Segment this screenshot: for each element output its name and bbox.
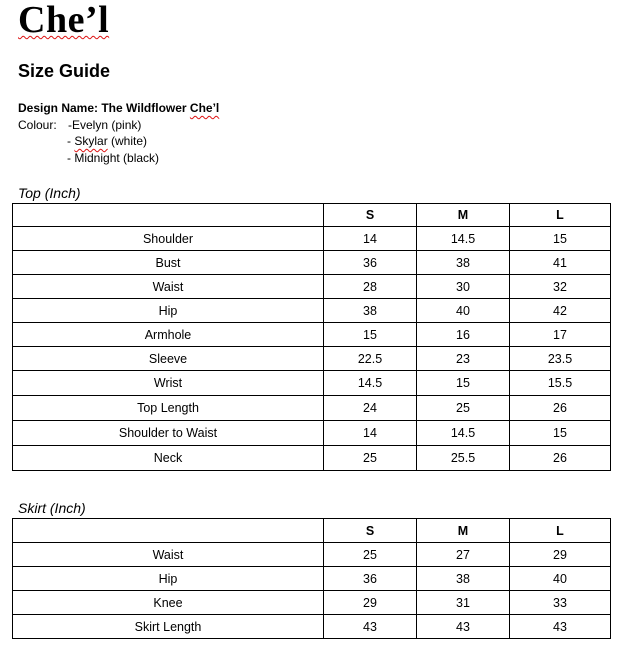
measurement-value-cell: 38 [417,251,510,275]
measurement-value-cell: 14.5 [417,421,510,446]
table-row [13,567,611,591]
table-row [13,615,611,639]
colour-name: Midnight [74,150,120,165]
header-cell-blank [13,204,324,227]
colour-prefix: - [67,150,75,165]
measurement-value-cell: 14 [324,227,417,251]
measurement-value-cell: 28 [324,275,417,299]
measurement-label-cell: Shoulder [13,227,324,251]
top-size-table [12,203,611,471]
measurement-value-cell: 14.5 [324,371,417,396]
measurement-label-cell: Waist [13,543,324,567]
measurement-value-cell: 32 [510,275,611,299]
measurement-value-cell: 25 [417,396,510,421]
measurement-label-cell: Sleeve [13,347,324,371]
design-name-label: Design Name: The Wildflower [18,101,190,115]
table-row [13,347,611,371]
measurement-value-cell: 17 [510,323,611,347]
measurement-value-cell: 31 [417,591,510,615]
measurement-value-cell: 14 [324,421,417,446]
table-row [13,227,611,251]
colour-detail: (black) [119,150,160,165]
colour-label: Colour: [18,117,57,132]
header-cell-size: M [417,204,510,227]
measurement-value-cell: 40 [417,299,510,323]
measurement-value-cell: 33 [510,591,611,615]
skirt-size-table [12,518,611,639]
page-title: Size Guide [18,61,111,81]
measurement-label-cell: Wrist [13,371,324,396]
measurement-value-cell: 30 [417,275,510,299]
measurement-label-cell: Neck [13,446,324,471]
table-row [13,591,611,615]
measurement-value-cell: 38 [324,299,417,323]
measurement-value-cell: 16 [417,323,510,347]
brand-title [18,0,109,40]
design-name-line [18,100,219,117]
header-cell-blank [13,519,324,543]
measurement-label-cell: Knee [13,591,324,615]
design-name-suffix: Che’l [189,101,220,115]
colour-name: Evelyn [72,117,109,132]
table-row [13,543,611,567]
header-cell-size: M [417,519,510,543]
measurement-value-cell: 29 [510,543,611,567]
measurement-value-cell: 23.5 [510,347,611,371]
colour-name: Skylar [74,134,108,148]
measurement-value-cell: 26 [510,396,611,421]
measurement-value-cell: 40 [510,567,611,591]
colour-line-0 [18,117,219,134]
colour-item-2 [67,150,159,167]
table-header-row [13,204,611,227]
brand-title-text: Che’l [18,0,110,41]
table-header-row [13,519,611,543]
measurement-value-cell: 15 [510,421,611,446]
table-row [13,396,611,421]
measurement-value-cell: 15 [324,323,417,347]
measurement-value-cell: 25.5 [417,446,510,471]
measurement-value-cell: 15.5 [510,371,611,396]
table-row [13,275,611,299]
measurement-label-cell: Skirt Length [13,615,324,639]
measurement-value-cell: 43 [417,615,510,639]
colour-line-1 [18,133,219,150]
measurement-label-cell: Waist [13,275,324,299]
measurement-label-cell: Shoulder to Waist [13,421,324,446]
measurement-value-cell: 15 [417,371,510,396]
table-row [13,251,611,275]
design-info [18,100,219,166]
table-row [13,299,611,323]
colour-line-2 [18,150,219,167]
measurement-value-cell: 22.5 [324,347,417,371]
measurement-value-cell: 24 [324,396,417,421]
measurement-value-cell: 26 [510,446,611,471]
table-row [13,446,611,471]
top-section-title: Top (Inch) [18,185,81,201]
measurement-value-cell: 43 [510,615,611,639]
colour-detail: (pink) [108,117,142,132]
measurement-value-cell: 25 [324,543,417,567]
colour-prefix: - [67,134,75,148]
header-cell-size: L [510,519,611,543]
header-cell-size: S [324,519,417,543]
measurement-value-cell: 36 [324,567,417,591]
measurement-value-cell: 29 [324,591,417,615]
measurement-value-cell: 36 [324,251,417,275]
measurement-value-cell: 43 [324,615,417,639]
measurement-value-cell: 38 [417,567,510,591]
measurement-value-cell: 14.5 [417,227,510,251]
measurement-label-cell: Bust [13,251,324,275]
measurement-value-cell: 25 [324,446,417,471]
measurement-value-cell: 15 [510,227,611,251]
skirt-section-title: Skirt (Inch) [18,500,86,516]
colour-prefix: - [68,117,72,132]
measurement-label-cell: Hip [13,567,324,591]
measurement-value-cell: 42 [510,299,611,323]
header-cell-size: L [510,204,611,227]
colour-detail: (white) [107,134,148,148]
measurement-value-cell: 23 [417,347,510,371]
measurement-label-cell: Hip [13,299,324,323]
measurement-label-cell: Top Length [13,396,324,421]
header-cell-size: S [324,204,417,227]
colour-item-0 [68,117,141,134]
table-row [13,323,611,347]
table-row [13,371,611,396]
measurement-value-cell: 27 [417,543,510,567]
colour-item-1 [67,133,147,150]
table-row [13,421,611,446]
measurement-label-cell: Armhole [13,323,324,347]
measurement-value-cell: 41 [510,251,611,275]
